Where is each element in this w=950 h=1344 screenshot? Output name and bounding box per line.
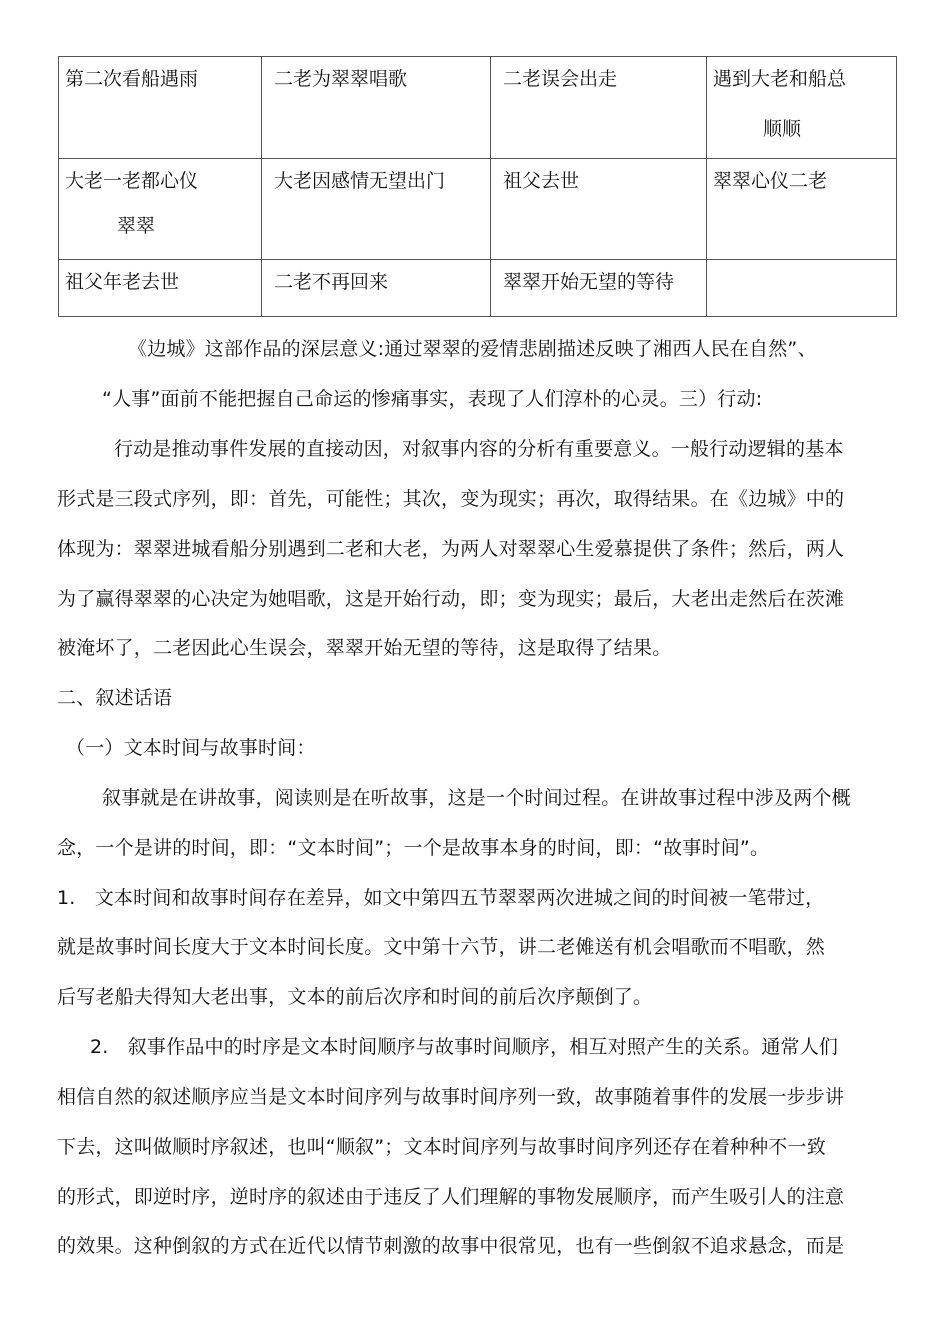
body-line: 为了赢得翠翠的心决定为她唱歌，这是开始行动，即；变为现实；最后，大老出走然后在茨滩 [57, 588, 845, 610]
table-cell: 翠翠开始无望的等待 [491, 260, 707, 317]
table-cell: 二老为翠翠唱歌 [262, 57, 491, 159]
section-heading: 二、叙述话语 [57, 687, 173, 709]
table-cell: 大老因感情无望出门 [262, 159, 491, 260]
cell-text: 遇到大老和船总 [713, 68, 847, 90]
table-cell: 祖父去世 [491, 159, 707, 260]
body-line: 念，一个是讲的时间，即：“文本时间”；一个是故事本身的时间，即：“故事时间”。 [57, 837, 770, 859]
table-cell: 翠翠心仪二老 [707, 159, 897, 260]
list-item: 1. 文本时间和故事时间存在差异，如文中第四五节翠翠两次进城之间的时间被一笔带过， [57, 887, 825, 909]
table-cell: 二老不再回来 [262, 260, 491, 317]
cell-text-continued: 翠翠 [117, 215, 156, 237]
body-line: 被淹坏了，二老因此心生误会，翠翠开始无望的等待，这是取得了结果。 [57, 637, 672, 659]
body-line: 行动是推动事件发展的直接动因，对叙事内容的分析有重要意义。一般行动逻辑的基本 [114, 438, 844, 460]
list-item: 2. 叙事作品中的时序是文本时间顺序与故事时间顺序，相互对照产生的关系。通常人们 [90, 1036, 839, 1058]
table-row [59, 159, 897, 260]
body-line: 就是故事时间长度大于文本时间长度。文中第十六节，讲二老傩送有机会唱歌而不唱歌，然 [57, 936, 826, 958]
body-line: 形式是三段式序列，即：首先，可能性；其次，变为现实；再次，取得结果。在《边城》中的 [57, 488, 845, 510]
cell-text: 大老一老都心仪 [65, 170, 199, 192]
table-cell: 二老误会出走 [491, 57, 707, 159]
table-cell: 第二次看船遇雨 [59, 57, 262, 159]
table-cell [707, 57, 897, 159]
body-line: 下去，这叫做顺时序叙述，也叫“顺叙”；文本时间序列与故事时间序列还存在着种种不一致 [57, 1136, 826, 1158]
table-row [59, 57, 897, 159]
body-line: 后写老船夫得知大老出事，文本的前后次序和时间的前后次序颠倒了。 [57, 986, 653, 1008]
body-line: 《边城》这部作品的深层意义:通过翠翠的爱情悲剧描述反映了湘西人民在自然”、 [128, 338, 817, 360]
table-cell [59, 159, 262, 260]
body-line: 的效果。这种倒叙的方式在近代以情节刺激的故事中很常见，也有一些倒叙不追求悬念，而是 [57, 1235, 845, 1257]
subsection-heading: （一）文本时间与故事时间： [66, 737, 316, 759]
table-cell: 祖父年老去世 [59, 260, 262, 317]
body-line: 叙事就是在讲故事，阅读则是在听故事，这是一个时间过程。在讲故事过程中涉及两个概 [102, 787, 851, 809]
table-cell [707, 260, 897, 317]
body-line: 体现为：翠翠进城看船分别遇到二老和大老，为两人对翠翠心生爱慕提供了条件；然后，两人 [57, 538, 845, 560]
story-events-table [58, 56, 897, 317]
body-line: “人事”面前不能把握自己命运的惨痛事实，表现了人们淳朴的心灵。三）行动: [102, 388, 763, 410]
table-row [59, 260, 897, 317]
body-line: 相信自然的叙述顺序应当是文本时间序列与故事时间序列一致，故事随着事件的发展一步步讲 [57, 1086, 845, 1108]
body-line: 的形式，即逆时序，逆时序的叙述由于违反了人们理解的事物发展顺序，而产生吸引人的注意 [57, 1186, 845, 1208]
cell-text-continued: 顺顺 [763, 118, 802, 140]
